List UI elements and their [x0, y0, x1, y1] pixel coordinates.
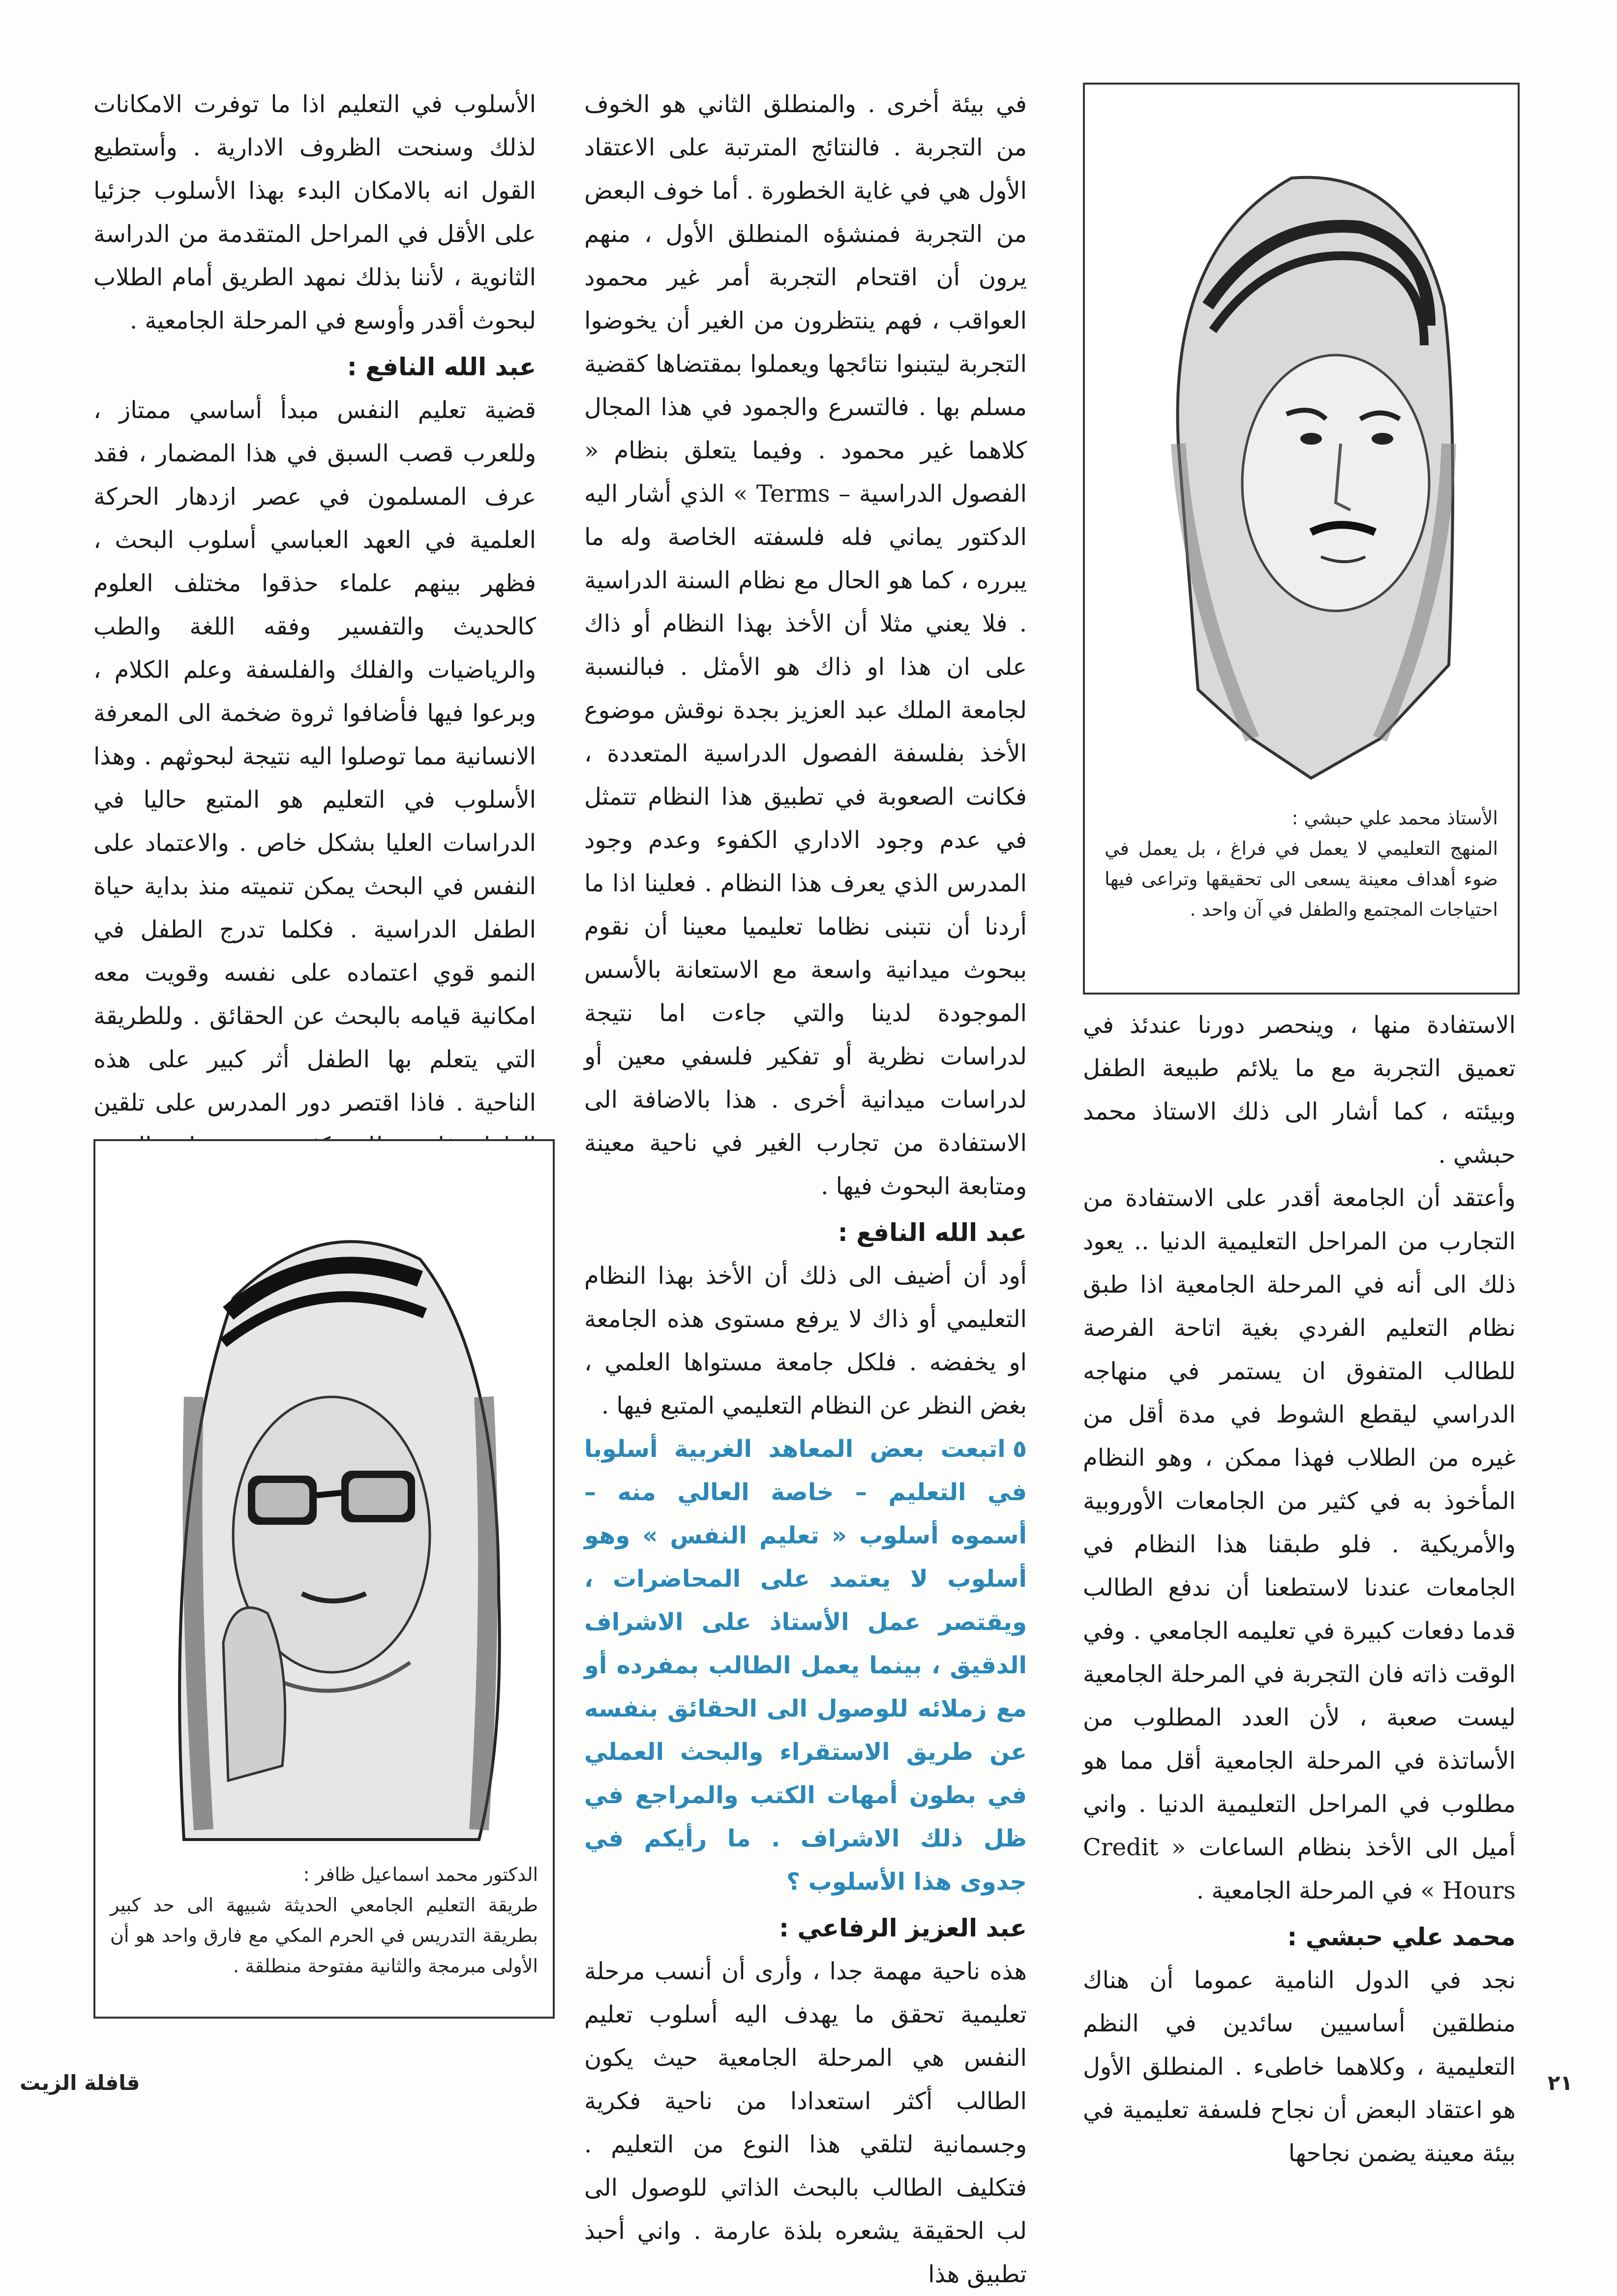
question-block	[584, 1427, 1027, 1903]
speaker-name: عبد الله النافع :	[838, 1218, 1027, 1247]
caption-text: طريقة التعليم الجامعي الحديثة شبيهة الى حد كبير بطريقة التدريس في الحرم المكي مع فارق واحد هو أن الأولى مبرمجة والثانية مفتوحة منطلقة .	[110, 1894, 538, 1977]
paragraph: الأسلوب في التعليم اذا ما توفرت الامكانات لذلك وسنحت الظروف الادارية . وأستطيع القول انه بالامكان البدء بهذا الأسلوب جزئيا على الأقل في المراحل المتقدمة من الدراسة الثانوية ، لأننا بذلك نمهد الطريق أمام الطلاب لبحوث أقدر وأوسع في المرحلة الجامعية .	[93, 91, 536, 334]
magazine-name: قافلة الزيت	[20, 2071, 140, 2095]
caption-name: الدكتور محمد اسماعيل ظافر :	[303, 1864, 538, 1885]
page-number: ٢١	[1547, 2071, 1573, 2095]
portrait-zafer	[105, 1151, 543, 1849]
right-column-text	[1083, 1003, 1516, 2175]
paragraph: وأعتقد أن الجامعة أقدر على الاستفادة من التجارب من المراحل التعليمية الدنيا .. يعود ذلك الى أنه في المرحلة الجامعية اذا طبق نظام التعليم الفردي بغية اتاحة الفرصة للطالب المتفوق ان يستمر في منهاجه الدراسي ليقطع الشوط في مدة أقل من غيره من الطلاب فهذا ممكن ، وهو النظام المأخوذ به في كثير من الجامعات الأوروبية والأمريكية . فلو طبقنا هذا النظام في الجامعات عندنا لاستطعنا أن ندفع الطالب قدما دفعات كبيرة في تعليمه الجامعي . وفي الوقت ذاته فان التجربة في المرحلة الجامعية ليست صعبة ، لأن العدد المطلوب من الأساتذة في المرحلة الجامعية أقل مما هو مطلوب في المراحل التعليمية الدنيا . واني أميل الى الأخذ بنظام الساعات « Credit Hours » في المرحلة الجامعية .	[1083, 1184, 1516, 1904]
speaker-name: عبد الله النافع :	[347, 353, 536, 381]
speaker-name: عبد العزيز الرفاعي :	[779, 1914, 1027, 1942]
photo-caption-habashi	[1105, 803, 1498, 925]
question-bullet: ٥	[1012, 1435, 1027, 1463]
paragraph: نجد في الدول النامية عموما أن هناك منطلقين أساسيين سائدين في النظم التعليمية ، وكلاهما خاطىء . المنطلق الأول هو اعتقاد البعض أن نجاح فلسفة تعليمية في بيئة معينة يضمن نجاحها	[1083, 1966, 1516, 2167]
paragraph: في بيئة أخرى . والمنطلق الثاني هو الخوف من التجربة . فالنتائج المترتبة على الاعتقاد الأول هي في غاية الخطورة . أما خوف البعض من التجربة فمنشؤه المنطلق الأول ، منهم يرون أن اقتحام التجربة أمر غير محمود العواقب ، فهم ينتظرون من الغير أن يخوضوا التجربة ليتبنوا نتائجها ويعملوا بمقتضاها كقضية مسلم بها . فالتسرع والجمود في هذا المجال كلاهما غير محمود . وفيما يتعلق بنظام « الفصول الدراسية – Terms » الذي أشار اليه الدكتور يماني فله فلسفته الخاصة وله ما يبرره ، كما هو الحال مع نظام السنة الدراسية . فلا يعني مثلا أن الأخذ بهذا النظام أو ذاك على ان هذا او ذاك هو الأمثل . فبالنسبة لجامعة الملك عبد العزيز بجدة نوقش موضوع الأخذ بفلسفة الفصول الدراسية المتعددة ، فكانت الصعوبة في تطبيق هذا النظام تتمثل في عدم وجود الاداري الكفوء وعدم وجود المدرس الذي يعرف هذا النظام . فعلينا اذا ما أردنا أن نتبنى نظاما تعليميا معينا أن نقوم ببحوث ميدانية واسعة مع الاستعانة بالأسس الموجودة لدينا والتي جاءت اما نتيجة لدراسات نظرية أو تفكير فلسفي معين أو لدراسات ميدانية أخرى . هذا بالاضافة الى الاستفادة من تجارب الغير في ناحية معينة ومتابعة البحوث فيها .	[584, 91, 1027, 1200]
caption-text: المنهج التعليمي لا يعمل في فراغ ، بل يعمل في ضوء أهداف معينة يسعى الى تحقيقها وتراعى فيها احتياجات المجتمع والطفل في آن واحد .	[1105, 838, 1498, 920]
photo-box-habashi	[1083, 83, 1520, 995]
question-text: اتبعت بعض المعاهد الغربية أسلوبا في التعليم – خاصة العالي منه – أسموه أسلوب « تعليم النفس » وهو أسلوب لا يعتمد على المحاضرات ، ويقتصر عمل الأستاذ على الاشراف الدقيق ، بينما يعمل الطالب بمفرده أو مع زملائه للوصول الى الحقائق بنفسه عن طريق الاستقراء والبحث العملي في بطون أمهات الكتب والمراجع في ظل ذلك الاشراف . ما رأيكم في جدوى هذا الأسلوب ؟	[584, 1435, 1027, 1896]
paragraph: الاستفادة منها ، وينحصر دورنا عندئذ في تعميق التجربة مع ما يلائم طبيعة الطفل وبيئته ، كما أشار الى ذلك الاستاذ محمد حبشي .	[1083, 1011, 1516, 1169]
paragraph: قضية تعليم النفس مبدأ أساسي ممتاز ، وللعرب قصب السبق في هذا المضمار ، فقد عرف المسلمون في عصر ازدهار الحركة العلمية في العهد العباسي أسلوب البحث ، فظهر بينهم علماء حذقوا مختلف العلوم كالحديث والتفسير وفقه اللغة والطب والرياضيات والفلك والفلسفة وعلم الكلام ، وبرعوا فيها فأضافوا ثروة ضخمة الى المعرفة الانسانية مما توصلوا اليه نتيجة لبحوثهم . وهذا الأسلوب في التعليم هو المتبع حاليا في الدراسات العليا بشكل خاص . والاعتماد على النفس في البحث يمكن تنميته منذ بداية حياة الطفل الدراسية . فكلما تدرج الطفل في النمو قوي اعتماده على نفسه وقويت معه امكانية قيامه بالبحث عن الحقائق . وللطريقة التي يتعلم بها الطفل أثر كبير على هذه الناحية . فاذا اقتصر دور المدرس على تلقين	[93, 396, 536, 1117]
paragraph: أود أن أضيف الى ذلك أن الأخذ بهذا النظام التعليمي أو ذاك لا يرفع مستوى هذه الجامعة او يخفضه . فلكل جامعة مستواها العلمي ، بغض النظر عن النظام التعليمي المتبع فيها .	[584, 1262, 1027, 1420]
photo-caption-zafer	[110, 1859, 538, 1981]
caption-name: الأستاذ محمد علي حبشي :	[1291, 807, 1498, 829]
paragraph: هذه ناحية مهمة جدا ، وأرى أن أنسب مرحلة تعليمية تحقق ما يهدف اليه أسلوب تعليم النفس هي المرحلة الجامعية حيث يكون الطالب أكثر استعدادا من ناحية فكرية وجسمانية لتلقي هذا النوع من التعليم . فتكليف الطالب بالبحث الذاتي للوصول الى لب الحقيقة يشعره بلذة عارمة . واني أحبذ تطبيق هذا	[584, 1958, 1027, 2288]
speaker-name: محمد علي حبشي :	[1287, 1923, 1516, 1951]
middle-column-text	[584, 83, 1027, 2296]
left-column-text	[93, 83, 536, 1211]
photo-box-zafer	[93, 1139, 555, 2019]
portrait-habashi	[1105, 99, 1498, 788]
